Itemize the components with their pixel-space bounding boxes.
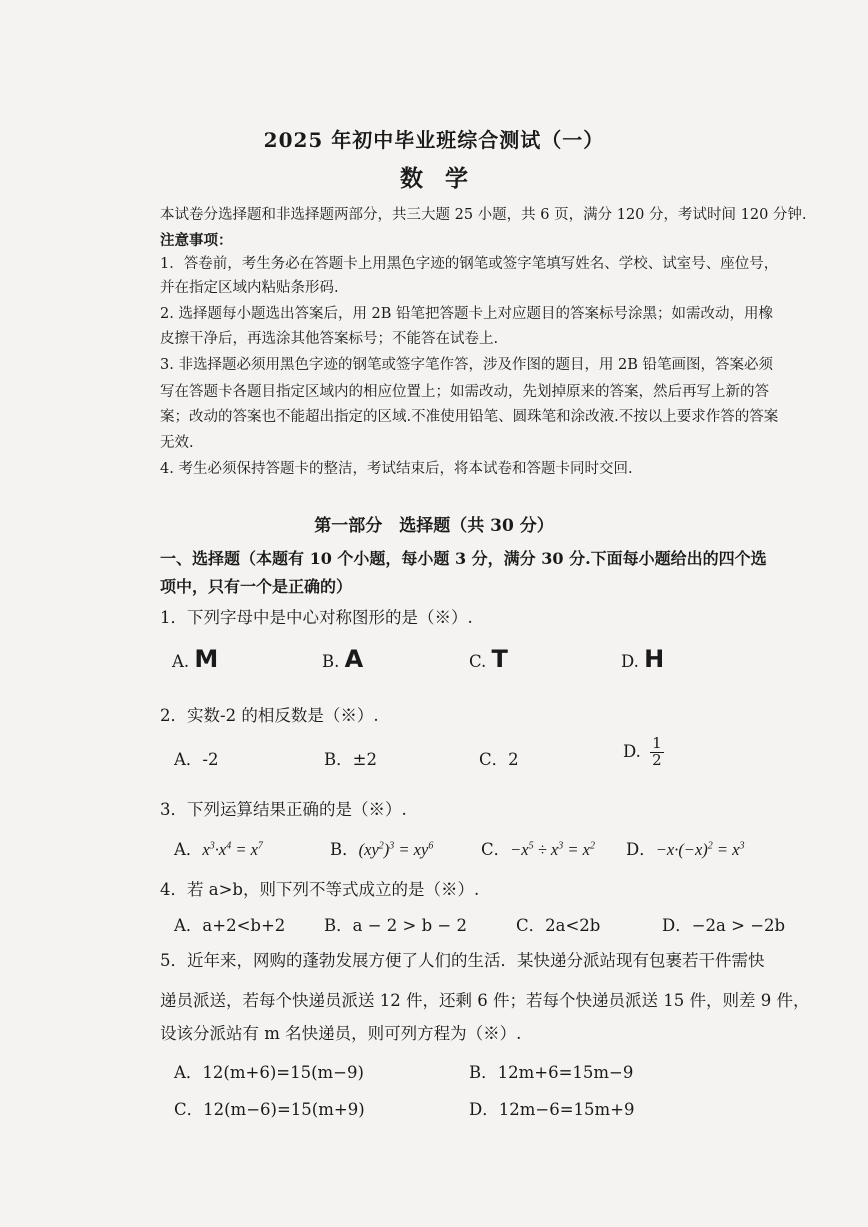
exam-title: 2025 年初中毕业班综合测试（一） xyxy=(263,128,605,152)
q2-stem: 2．实数-2 的相反数是（※）. xyxy=(160,706,379,725)
q3-option-b: B．$(xy^2)^3 = xy^6$ xyxy=(330,840,434,859)
notice-line: 4. 考生必须保持答题卡的整洁，考试结束后，将本试卷和答题卡同时交回. xyxy=(160,461,633,477)
exam-intro: 本试卷分选择题和非选择题两部分，共三大题 25 小题，共 6 页，满分 120 分，考试时间 120 分钟. xyxy=(160,207,807,223)
q1-stem: 1．下列字母中是中心对称图形的是（※）. xyxy=(160,608,473,627)
q3-option-d: D．$-x\cdot(-x)^2 = x^3$ xyxy=(626,840,745,859)
notice-line: 并在指定区域内粘贴条形码. xyxy=(160,280,339,296)
q5-option-b: B．12m+6=15m−9 xyxy=(469,1063,634,1082)
q2-option-d xyxy=(623,736,664,769)
subject-title: 数学 xyxy=(400,165,490,192)
part1-title: 第一部分 选择题（共 30 分） xyxy=(314,516,554,536)
notice-line: 2. 选择题每小题选出答案后，用 2B 铅笔把答题卡上对应题目的答案标号涂黑；如需改动，用橡 xyxy=(160,306,774,322)
q2-option-c: C．2 xyxy=(479,750,519,769)
q3-stem: 3．下列运算结果正确的是（※）. xyxy=(160,800,407,819)
notice-line: 3. 非选择题必须用黑色字迹的钢笔或签字笔作答，涉及作图的题目，用 2B 铅笔画图，答案必须 xyxy=(160,357,774,373)
q4-stem: 4．若 a>b，则下列不等式成立的是（※）. xyxy=(160,880,480,899)
q2-d-numerator: 1 xyxy=(652,734,662,752)
q5-option-a: A．12(m+6)=15(m−9) xyxy=(174,1063,364,1082)
q1-b-label: B. xyxy=(322,652,340,671)
q5-line2: 递员派送，若每个快递员派送 12 件，还剩 6 件；若每个快递员派送 15 件，则差 9 件， xyxy=(160,991,810,1010)
q1-option-d xyxy=(621,645,664,673)
part1-desc-line1: 一、选择题（本题有 10 个小题，每小题 3 分，满分 30 分.下面每小题给出的四个选 xyxy=(160,549,767,568)
q2-option-a: A．-2 xyxy=(174,750,219,769)
q5-option-d: D．12m−6=15m+9 xyxy=(469,1100,635,1119)
notice-heading: 注意事项： xyxy=(160,232,233,249)
notice-line: 案；改动的答案也不能超出指定的区域.不准使用铅笔、圆珠笔和涂改液.不按以上要求作答的答案 xyxy=(160,409,779,425)
q1-c-letter: T xyxy=(491,645,508,673)
q1-a-label: A. xyxy=(172,652,190,671)
q2-option-b: B．±2 xyxy=(324,750,377,769)
q1-d-letter: H xyxy=(644,645,665,673)
q1-a-letter: M xyxy=(194,645,219,673)
q5-line1: 5．近年来，网购的蓬勃发展方便了人们的生活．某快递分派站现有包裹若干件需快 xyxy=(160,951,765,970)
q4-option-d: D．−2a > −2b xyxy=(662,916,786,935)
q2-d-fraction xyxy=(650,736,664,769)
q3-option-a: A．$x^3\cdot x^4 = x^7$ xyxy=(174,840,263,859)
q1-option-b xyxy=(322,645,363,673)
q1-b-letter: A xyxy=(344,645,364,673)
q2-d-label: D. xyxy=(623,741,641,761)
q4-option-c: C．2a<2b xyxy=(516,916,601,935)
q1-option-a xyxy=(172,645,218,673)
notice-line: 无效. xyxy=(160,435,194,451)
notice-line: 写在答题卡各题目指定区域内的相应位置上；如需改动，先划掉原来的答案，然后再写上新的答 xyxy=(160,384,769,400)
q4-option-a: A．a+2<b+2 xyxy=(174,916,286,935)
q4-option-b: B．a − 2 > b − 2 xyxy=(324,916,467,935)
notice-line: 皮擦干净后，再选涂其他答案标号；不能答在试卷上. xyxy=(160,331,499,347)
q1-c-label: C. xyxy=(469,652,487,671)
q1-d-label: D. xyxy=(621,652,639,671)
notice-line: 1．答卷前，考生务必在答题卡上用黑色字迹的钢笔或签字笔填写姓名、学校、试室号、座位号， xyxy=(160,256,779,272)
q3-option-c: C．$-x^5 \div x^3 = x^2$ xyxy=(481,840,595,859)
q1-option-c xyxy=(469,645,508,673)
q5-option-c: C．12(m−6)=15(m+9) xyxy=(174,1100,365,1119)
q5-line3: 设该分派站有 m 名快递员，则可列方程为（※）. xyxy=(160,1024,522,1043)
q2-d-denominator: 2 xyxy=(652,750,662,769)
part1-desc-line2: 项中，只有一个是正确的） xyxy=(160,577,353,596)
